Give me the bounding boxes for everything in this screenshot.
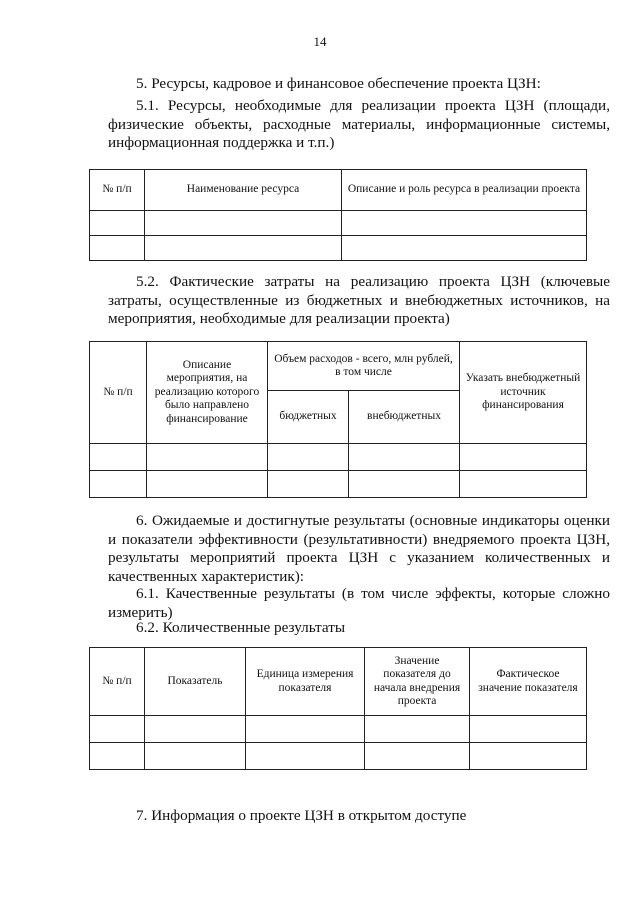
- table-cell[interactable]: [349, 471, 460, 498]
- table-cell[interactable]: [147, 471, 268, 498]
- table-row: [90, 471, 587, 498]
- expenses-table: [89, 341, 587, 498]
- table-row: [90, 211, 587, 236]
- table-row: [90, 743, 587, 770]
- section-5-1-text: 5.1. Ресурсы, необходимые для реализации проекта ЦЗН (площади, физические объекты, расходные материалы, информационные системы, информационная поддержка и т.п.): [108, 97, 610, 152]
- header-cell-offbudget-source: Указать внебюджетный источник финансирования: [460, 342, 587, 444]
- header-cell-expense-volume: Объем расходов - всего, млн рублей, в том числе: [268, 342, 460, 391]
- header-cell-unit: Единица измерения показателя: [246, 648, 365, 716]
- table-header-row: [90, 342, 587, 391]
- table-cell[interactable]: [268, 444, 349, 471]
- page-number: 14: [313, 34, 327, 49]
- section-7-heading: 7. Информация о проекте ЦЗН в открытом доступе: [136, 807, 467, 824]
- table-cell[interactable]: [145, 236, 342, 261]
- header-cell-resource-name: Наименование ресурса: [145, 170, 342, 211]
- table-cell[interactable]: [268, 471, 349, 498]
- table-row: [90, 716, 587, 743]
- table-cell[interactable]: [90, 444, 147, 471]
- section-6-1-text: 6.1. Качественные результаты (в том числе эффекты, которые сложно измерить): [108, 585, 610, 621]
- table-cell[interactable]: [145, 211, 342, 236]
- section-5-2-text: 5.2. Фактические затраты на реализацию проекта ЦЗН (ключевые затраты, осуществленные из бюджетных и внебюджетных источников, на мероприятия, необходимые для реализации проекта): [108, 273, 610, 328]
- table-cell[interactable]: [470, 743, 587, 770]
- table-row: [90, 444, 587, 471]
- header-cell-number: № п/п: [90, 170, 145, 211]
- header-cell-budget: бюджетных: [268, 391, 349, 444]
- header-cell-activity-description: Описание мероприятия, на реализацию которого было направлено финансирование: [147, 342, 268, 444]
- table-cell[interactable]: [246, 743, 365, 770]
- section-5-heading: 5. Ресурсы, кадровое и финансовое обеспечение проекта ЦЗН:: [136, 75, 541, 92]
- table-cell[interactable]: [145, 716, 246, 743]
- table-cell[interactable]: [460, 471, 587, 498]
- header-cell-indicator: Показатель: [145, 648, 246, 716]
- table-cell[interactable]: [147, 444, 268, 471]
- table-cell[interactable]: [460, 444, 587, 471]
- section-6-heading: 6. Ожидаемые и достигнутые результаты (основные индикаторы оценки и показатели эффективности (результативности) внедряемого проекта ЦЗН, результаты мероприятий проекта ЦЗН с указанием количественных и качественных характеристик):: [108, 512, 610, 585]
- header-cell-offbudget: внебюджетных: [349, 391, 460, 444]
- table-cell[interactable]: [145, 743, 246, 770]
- indicators-table: [89, 647, 587, 770]
- table-cell[interactable]: [365, 743, 470, 770]
- table-cell[interactable]: [349, 444, 460, 471]
- header-cell-number: № п/п: [90, 648, 145, 716]
- table-cell[interactable]: [90, 211, 145, 236]
- table-cell[interactable]: [90, 471, 147, 498]
- table-cell[interactable]: [342, 211, 587, 236]
- header-cell-baseline-value: Значение показателя до начала внедрения проекта: [365, 648, 470, 716]
- table-cell[interactable]: [365, 716, 470, 743]
- header-cell-number: № п/п: [90, 342, 147, 444]
- table-row: [90, 236, 587, 261]
- header-cell-actual-value: Фактическое значение показателя: [470, 648, 587, 716]
- table-cell[interactable]: [342, 236, 587, 261]
- table-header-row: [90, 648, 587, 716]
- table-cell[interactable]: [90, 743, 145, 770]
- header-cell-resource-role: Описание и роль ресурса в реализации проекта: [342, 170, 587, 211]
- table-cell[interactable]: [90, 716, 145, 743]
- table-header-row: [90, 170, 587, 211]
- table-cell[interactable]: [246, 716, 365, 743]
- table-cell[interactable]: [470, 716, 587, 743]
- section-6-2-text: 6.2. Количественные результаты: [136, 619, 346, 636]
- resources-table: [89, 169, 587, 261]
- table-cell[interactable]: [90, 236, 145, 261]
